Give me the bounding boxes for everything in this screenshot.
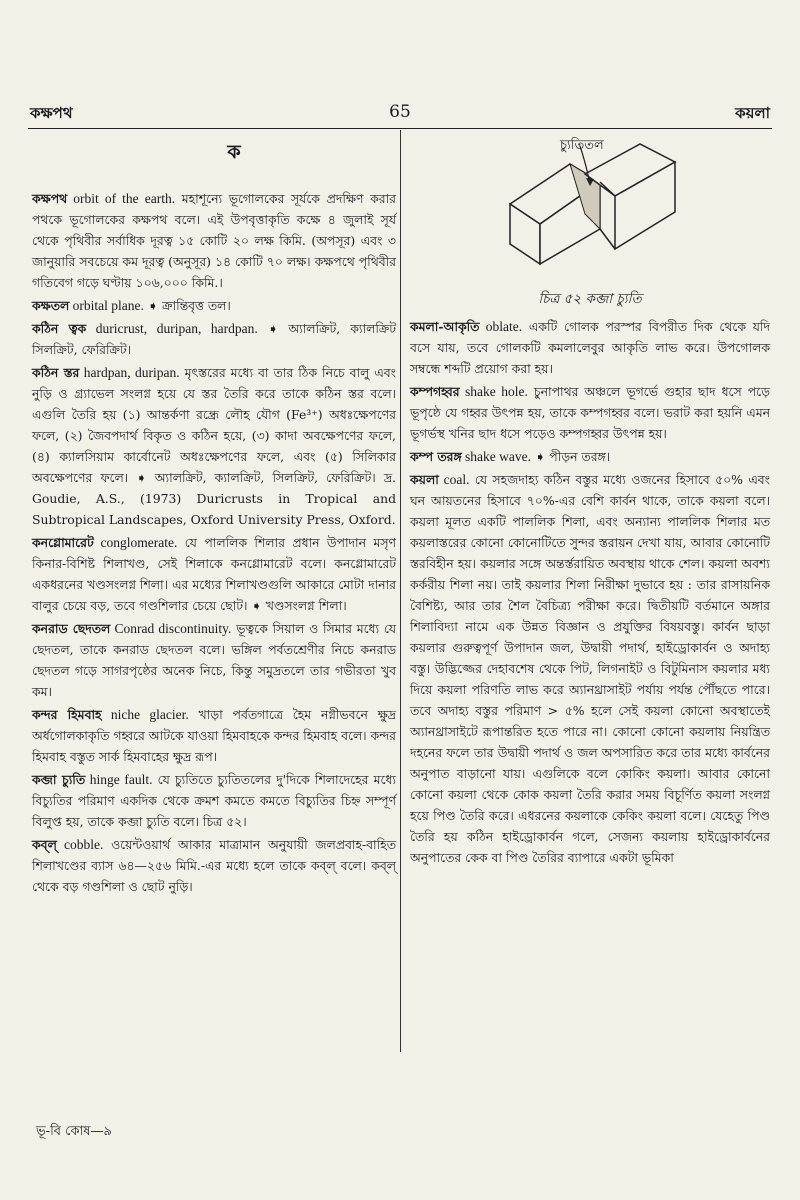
entry-definition: চুনাপাথর অঞ্চলে ভূগর্ভে গুহার ছাদ ধসে পড়ে ভূপৃষ্ঠে যে গহ্বর উৎপন্ন হয়, তাকে কম্পগহ্বর বলে। ভরাট করা হয়নি এমন ভূগর্ভস্থ খনির ছাদ ধসে পড়েও কম্পগহ্বর উৎপন্ন হয়। — [410, 384, 770, 441]
dictionary-entry — [410, 446, 770, 467]
dictionary-entry — [32, 704, 396, 767]
entry-definition: মহাশূন্যে ভূগোলকের সূর্যকে প্রদক্ষিণ করার পথকে ভূগোলকের কক্ষপথ বলে। এই উপবৃত্তাকৃতি কক্ষে ৪ জুলাই সূর্য থেকে পৃথিবীর সর্বাধিক দূরত্ব ১৫ কোটি ২০ লক্ষ কিমি. (অপসূর) এবং ৩ জানুয়ারি সবচেয়ে কম দূরত্ব (অনুসূর) ১৪ কোটি ৭০ লক্ষ। কক্ষপথে পৃথিবীর গতিবেগ গড়ে ঘণ্টায় ১০৬,০০০ কিমি.। — [32, 191, 397, 290]
left-entries — [32, 188, 396, 897]
hinge-fault-figure — [410, 134, 770, 310]
dictionary-entry — [32, 318, 396, 360]
entry-definition: ভূত্বকে সিয়াল ও সিমার মধ্যে যে ছেদতল, তাকে কনরাড ছেদতল বলে। ভঙ্গিল পর্বতশ্রেণীর নিচে কনরাড ছেদতল গড়ে সাগরপৃষ্ঠের অনেক নিচে, কিন্তু সমুদ্রতলে তার গভীরতা খুব কম। — [32, 621, 396, 699]
entry-headword: কম্প তরঙ্গ — [410, 449, 462, 464]
entry-english-term: oblate. — [479, 319, 523, 334]
running-head-left: কক্ষপথ — [30, 104, 73, 122]
entry-headword: কব্জা চ্যুতি — [32, 772, 86, 787]
running-head — [30, 100, 770, 126]
entry-english-term: duricrust, duripan, hardpan. — [86, 321, 258, 336]
dictionary-entry — [32, 769, 396, 832]
entry-definition: মৃৎস্তরের মধ্যে বা তার ঠিক নিচে বালু এবং নুড়ি ও গ্র্যাভেল সংলগ্ন হয়ে যে স্তর তৈরি করে তাকে কঠিন স্তর বলে। এগুলি তৈরি হয় (১) আন্তর্কণা রন্ধ্রে লৌহ যৌগ (Fe³⁺) অধঃক্ষেপণের ফলে, (২) জৈবপদার্থ বিকৃত ও কঠিন হয়ে, (৩) কাদা অবক্ষেপণের ফলে, (৪) ক্যালসিয়াম কার্বোনেট অধঃক্ষেপণের ফলে, এবং (৫) সিলিকার অবক্ষেপণের ফলে। ➧ অ্যালক্রিট, ক্যালক্রিট, সিলক্রিট, ফেরিক্রিট। দ্র. Goudie, A.S., (1973) Duricrusts in Tropical and Subtropical Landscapes, Oxford University Press, Oxford. — [32, 365, 396, 527]
right-entries — [410, 316, 770, 868]
entry-english-term: shake wave. — [461, 449, 532, 464]
entry-definition: যে পাললিক শিলার প্রধান উপাদান মসৃণ কিনার-বিশিষ্ট শিলাখণ্ড, সেই শিলাকে কনগ্লোমারেট বলে। কনগ্লোমারেট একধরনের খণ্ডসংলগ্ন শিলা। এর মধ্যের শিলাখণ্ডগুলি আকারে মোটা দানার বালুর চেয়ে বড়, তবে গণ্ডশিলার চেয়ে ছোট। ➧ খণ্ডসংলগ্ন শিলা। — [32, 535, 396, 613]
entry-english-term: cobble. — [56, 837, 104, 852]
dictionary-entry — [410, 469, 770, 868]
dictionary-entry — [410, 316, 770, 379]
dictionary-entry — [410, 381, 770, 444]
entry-headword: কক্ষতল — [32, 298, 70, 313]
entry-english-term: orbit of the earth. — [67, 191, 176, 206]
entry-definition: একটি গোলক পরস্পর বিপরীত দিক থেকে যদি বসে যায়, তবে গোলকটি কমলালেবুর আকৃতি লাভ করে। উপগোলক সম্বন্ধে শব্দটি প্রয়োগ করা হয়। — [410, 319, 770, 376]
column-divider — [400, 130, 401, 1052]
entry-headword: কব্‌ল্ — [32, 837, 57, 852]
figure-caption: চিত্র ৫২ কব্জা চ্যুতি — [538, 291, 642, 307]
entry-headword: কমলা-আকৃতি — [410, 319, 480, 334]
running-head-right: কয়লা — [735, 104, 770, 122]
entry-english-term: niche glacier. — [101, 707, 189, 722]
entry-english-term: orbital plane. — [69, 298, 144, 313]
entry-headword: কঠিন স্তর — [32, 365, 80, 380]
entry-english-term: coal. — [438, 472, 470, 487]
header-rule — [28, 128, 772, 129]
entry-headword: কক্ষপথ — [32, 191, 68, 206]
dictionary-entry — [32, 188, 396, 293]
page-number: 65 — [389, 102, 411, 122]
entry-definition: খাড়া পর্বতগাত্রে হৈম নগ্নীভবনে ক্ষুদ্র অর্ধগোলকাকৃতি গহ্বরে আটকে যাওয়া হিমবাহকে কন্দর হিমবাহ বলে। কন্দর হিমবাহ বস্তুত সার্ক হিমবাহের ক্ষুদ্র রূপ। — [32, 707, 396, 764]
entry-definition: যে চ্যুতিতে চ্যুতিতলের দু'দিকে শিলাদেহের মধ্যে বিচ্যুতির পরিমাণ একদিক থেকে ক্রমশ কমতে কমতে বিচ্যুতির চিহ্ন সম্পূর্ণ বিলুপ্ত হয়, তাকে কব্জা চ্যুতি বলে। চিত্র ৫২। — [32, 772, 396, 829]
figure-label: চ্যুতিতল — [560, 138, 604, 153]
entry-headword: কনরাড ছেদতল — [32, 621, 111, 636]
dictionary-entry — [32, 295, 396, 316]
dictionary-entry — [32, 362, 396, 530]
entry-definition: ➧ পীড়ন তরঙ্গ। — [531, 449, 611, 464]
entry-definition: ওয়েন্টওয়ার্থ আকার মাত্রামান অনুযায়ী জলপ্রবাহ-বাহিত শিলাখণ্ডের ব্যাস ৬৪—২৫৬ মিমি.-এর মধ্যে হলে তাকে কব্‌ল্ বলে। কব্‌ল্ থেকে বড় গণ্ডশিলা ও ছোট নুড়ি। — [32, 837, 396, 894]
dictionary-entry — [32, 532, 396, 616]
entry-definition: ➧ অ্যালক্রিট, ক্যালক্রিট সিলক্রিট, ফেরিক্রিট। — [32, 321, 396, 357]
left-column — [32, 134, 396, 899]
entry-english-term: hinge fault. — [85, 772, 153, 787]
entry-english-term: Conrad discontinuity. — [110, 621, 232, 636]
footer-signature: ভূ-বি কোষ—৯ — [36, 1124, 112, 1139]
entry-headword: কন্দর হিমবাহ — [32, 707, 102, 722]
entry-headword: কনগ্লোমারেট — [32, 535, 94, 550]
letter-heading: ক — [227, 141, 241, 163]
dictionary-entry — [32, 834, 396, 897]
entry-english-term: hardpan, duripan. — [79, 365, 180, 380]
entry-definition: যে সহজদাহ্য কঠিন বস্তুর মধ্যে ওজনের হিসাবে ৫০% এবং ঘন আয়তনের হিসাবে ৭০%-এর বেশি কার্বন থাকে, তাকে কয়লা বলে। কয়লা মূলত একটি পাললিক শিলা, এবং অন্যান্য পাললিক শিলার মত কয়লাস্তরের কোনো কোনোটিতে সুন্দর স্তরায়ন দেখা যায়, আবার কোনোটি স্তরবিহীন হয়। কয়লার সঙ্গে অন্তর্স্তরায়িত অবস্থায় থাকে শেল। কয়লা অবশ্য কর্করীয় শিলা নয়। তাই কয়লার শিলা নিরীক্ষা দুভাবে হয় : তার রাসায়নিক বৈশিষ্ট্য, আর তার শৈল বৈচিত্র্য পরীক্ষা করে। দ্বিতীয়টি বর্তমানে অঙ্গার শিলাবিদ্যা নামে এক উন্নত বিজ্ঞান ও প্রযুক্তির বিষয়বস্তু। কার্বন ছাড়া কয়লার গুরুত্বপূর্ণ উপাদান জল, উদ্বায়ী পদার্থ, হাইড্রোকার্বন ও অদাহ্য বস্তু। উদ্ভিজ্জের দেহাবশেষ থেকে পিট, লিগনাইট ও বিটুমিনাস কয়লার মধ্য দিয়ে কয়লা পরিণতি লাভ করে অ্যানথ্রাসাইট পর্যায় পর্যন্ত পৌঁছতে পারে। তবে অদাহ্য বস্তুর পরিমাণ > ৫% হলে সেই কয়লা কোনো অবস্থাতেই অ্যানথ্রাসাইটে রূপান্তরিত হতে পারে না। কোনো কোনো কয়লায় নিয়ন্ত্রিত দহনের ফলে তার উদ্বায়ী পদার্থ ও জল অপসারিত করে তার মধ্যে কার্বনের অনুপাত বাড়ানো যায়। এগুলিকে বলে কোকিং কয়লা। আবার কোনো কোনো কয়লা থেকে কোক কয়লা তৈরি করার সময় বিচূর্ণিত কয়লা সংলগ্ন হয়ে পিণ্ড তৈরি করে। এধরনের কয়লাকে কেকিং কয়লা বলে। যেহেতু পিণ্ড তৈরি হয় কঠিন হাইড্রোকার্বন গলে, সেজন্য কয়লায় হাইড্রোকার্বনের অনুপাতের কেক বা পিণ্ড তৈরির ব্যাপারে একটা ভূমিকা — [410, 472, 770, 865]
entry-definition: ➧ ক্রান্তিবৃত্ত তল। — [143, 298, 231, 313]
entry-headword: কঠিন ত্বক — [32, 321, 87, 336]
entry-english-term: shake hole. — [459, 384, 528, 399]
entry-headword: কয়লা — [410, 472, 439, 487]
dictionary-entry — [32, 618, 396, 702]
entry-headword: কম্পগহ্বর — [410, 384, 460, 399]
entry-english-term: conglomerate. — [93, 535, 178, 550]
right-column — [410, 134, 770, 870]
